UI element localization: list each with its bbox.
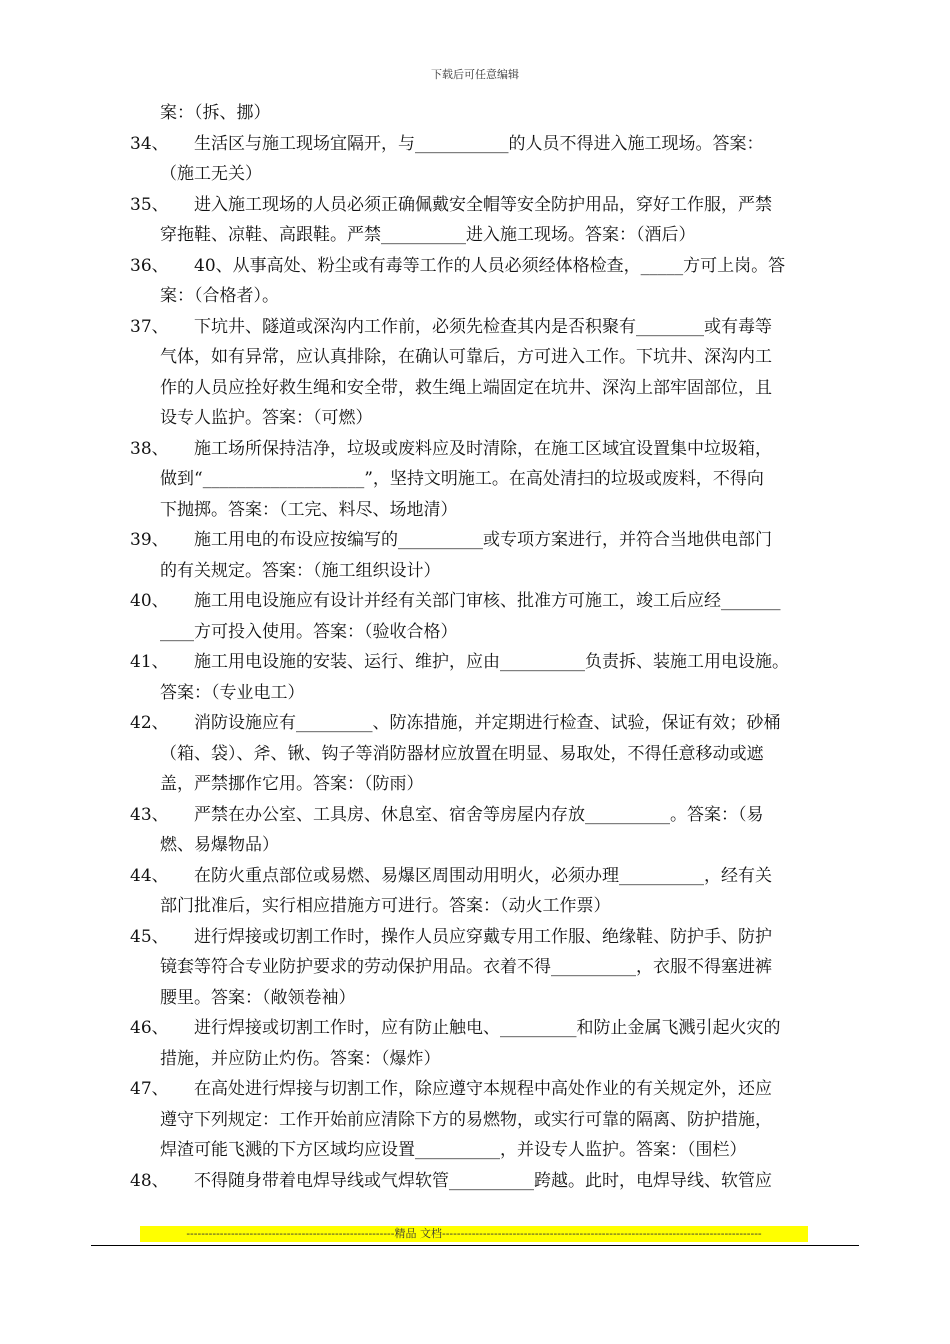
question-text: 案：（合格者）。 (160, 286, 279, 306)
question-text: 进入施工现场的人员必须正确佩戴安全帽等安全防护用品，穿好工作服，严禁 (194, 194, 772, 215)
question-text: 在防火重点部位或易燃、易爆区周围动用明火，必须办理__________，经有关 (194, 865, 772, 886)
question-number: 45、 (130, 926, 169, 947)
question-number: 34、 (130, 133, 169, 154)
question-continuation-line (126, 342, 862, 373)
question-line (126, 647, 862, 678)
page-header: 下载后可任意编辑 (431, 68, 519, 81)
question-line (126, 922, 862, 953)
question-number: 37、 (130, 316, 169, 337)
question-number: 44、 (130, 865, 169, 886)
question-text: 施工场所保持洁净，垃圾或废料应及时清除，在施工区域宜设置集中垃圾箱， (194, 438, 772, 459)
question-text: 施工用电设施应有设计并经有关部门审核、批准方可施工，竣工后应经_______ (194, 591, 781, 611)
question-continuation-line (126, 739, 862, 770)
question-line (126, 525, 862, 556)
question-line (126, 251, 862, 282)
document-body (126, 98, 862, 1196)
question-line (126, 434, 862, 465)
question-line (126, 129, 862, 160)
question-text: 盖，严禁挪作它用。答案：（防雨） (160, 774, 424, 794)
question-text: 下坑井、隧道或深沟内工作前，必须先检查其内是否积聚有________或有毒等 (194, 316, 772, 337)
question-line (126, 800, 862, 831)
question-continuation-line (126, 952, 862, 983)
question-continuation-line (126, 678, 862, 709)
question-continuation-line (126, 891, 862, 922)
question-text: 的有关规定。答案：（施工组织设计） (160, 560, 441, 581)
question-number: 43、 (130, 804, 169, 825)
page-footer: --------------------------------------------------------精品 文档-------------------------------------------------------------------------------------- (140, 1226, 808, 1242)
question-continuation-line (126, 769, 862, 800)
question-text: （施工无关） (160, 164, 262, 184)
question-line (126, 1166, 862, 1197)
question-text: 遵守下列规定：工作开始前应清除下方的易燃物，或实行可靠的隔离、防护措施， (160, 1109, 772, 1130)
question-number: 46、 (130, 1018, 169, 1038)
question-continuation-line (126, 220, 862, 251)
question-number: 39、 (130, 530, 169, 550)
question-text: 部门批准后，实行相应措施方可进行。答案：（动火工作票） (160, 896, 611, 916)
question-text: 答案：（专业电工） (160, 682, 305, 703)
question-continuation-line (126, 403, 862, 434)
question-number: 40、 (130, 591, 169, 611)
question-continuation-line (126, 159, 862, 190)
question-number: 47、 (130, 1079, 169, 1099)
footer-rule (91, 1245, 859, 1246)
question-line (126, 861, 862, 892)
question-text: 焊渣可能飞溅的下方区域均应设置__________，并设专人监护。答案：（围栏） (160, 1140, 747, 1160)
question-text: 40、从事高处、粉尘或有毒等工作的人员必须经体格检查，_____方可上岗。答 (194, 255, 786, 276)
question-number: 35、 (130, 194, 169, 215)
question-continuation-line (126, 464, 862, 495)
question-text: 严禁在办公室、工具房、休息室、宿舍等房屋内存放__________。答案：（易 (194, 804, 764, 825)
question-line (126, 1074, 862, 1105)
question-continuation-line (126, 281, 862, 312)
question-text: 镜套等符合专业防护要求的劳动保护用品。衣着不得__________，衣服不得塞进裤 (160, 957, 772, 977)
question-continuation-line (126, 1105, 862, 1136)
question-text: 气体，如有异常，应认真排除，在确认可靠后，方可进入工作。下坑井、深沟内工 (160, 347, 772, 367)
question-continuation-line (126, 495, 862, 526)
question-text: 生活区与施工现场宜隔开，与___________的人员不得进入施工现场。答案： (194, 133, 764, 154)
question-line (126, 190, 862, 221)
question-text: ____方可投入使用。答案：（验收合格） (160, 621, 458, 642)
question-number: 36、 (130, 255, 169, 276)
question-continuation-line (126, 373, 862, 404)
question-text: 穿拖鞋、凉鞋、高跟鞋。严禁__________进入施工现场。答案：（酒后） (160, 225, 696, 245)
question-continuation-line (126, 983, 862, 1014)
question-continuation-line (126, 98, 862, 129)
question-continuation-line (126, 556, 862, 587)
question-text: 下抛掷。答案：（工完、料尽、场地清） (160, 499, 458, 520)
question-number: 41、 (130, 652, 169, 672)
question-text: （箱、袋）、斧、锹、钩子等消防器材应放置在明显、易取处，不得任意移动或遮 (160, 743, 764, 764)
question-text: 燃、易爆物品） (160, 835, 279, 855)
question-number: 42、 (130, 713, 169, 733)
question-text: 措施，并应防止灼伤。答案：（爆炸） (160, 1048, 441, 1069)
question-text: 做到“___________________”，坚持文明施工。在高处清扫的垃圾或废料，不得向 (160, 469, 764, 489)
question-continuation-line (126, 1044, 862, 1075)
question-text: 消防设施应有_________、防冻措施，并定期进行检查、试验，保证有效；砂桶 (194, 713, 781, 733)
question-text: 案：（拆、挪） (160, 103, 271, 123)
question-number: 38、 (130, 438, 169, 459)
question-text: 施工用电的布设应按编写的__________或专项方案进行，并符合当地供电部门 (194, 530, 772, 550)
question-continuation-line (126, 1135, 862, 1166)
question-text: 进行焊接或切割工作时，应有防止触电、_________和防止金属飞溅引起火灾的 (194, 1018, 781, 1038)
question-text: 不得随身带着电焊导线或气焊软管__________跨越。此时，电焊导线、软管应 (194, 1170, 772, 1191)
question-number: 48、 (130, 1170, 169, 1191)
question-text: 施工用电设施的安装、运行、维护，应由__________负责拆、装施工用电设施。 (194, 652, 789, 672)
question-continuation-line (126, 617, 862, 648)
question-text: 作的人员应拴好救生绳和安全带，救生绳上端固定在坑井、深沟上部牢固部位，且 (160, 377, 772, 398)
question-continuation-line (126, 830, 862, 861)
question-text: 设专人监护。答案：（可燃） (160, 408, 373, 428)
question-line (126, 586, 862, 617)
question-line (126, 708, 862, 739)
question-line (126, 312, 862, 343)
question-text: 腰里。答案：（敞领卷袖） (160, 987, 356, 1008)
question-text: 在高处进行焊接与切割工作，除应遵守本规程中高处作业的有关规定外，还应 (194, 1079, 772, 1099)
question-line (126, 1013, 862, 1044)
question-text: 进行焊接或切割工作时，操作人员应穿戴专用工作服、绝缘鞋、防护手、防护 (194, 926, 772, 947)
